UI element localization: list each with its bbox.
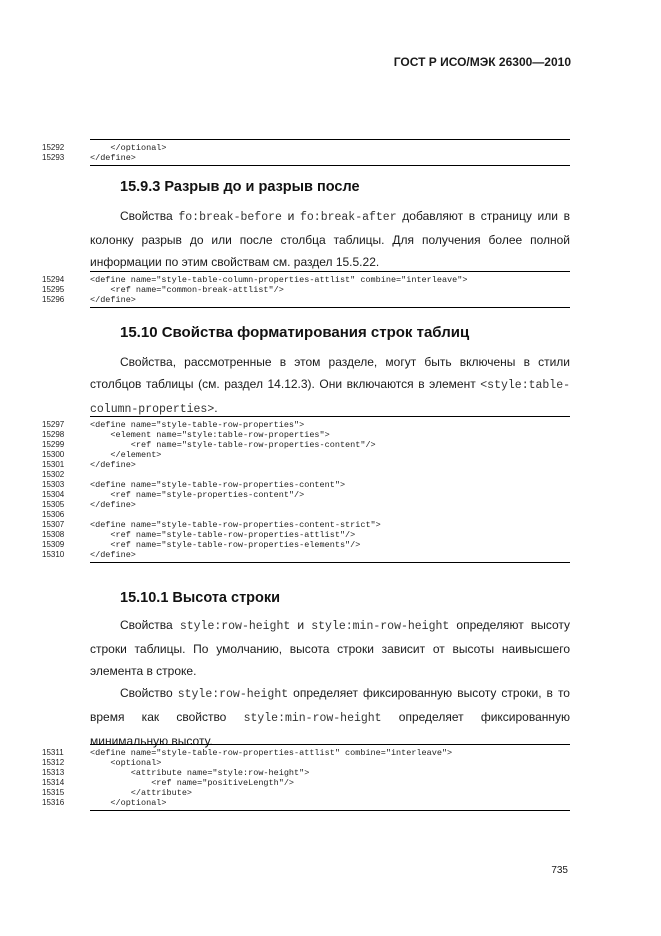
paragraph-row-properties xyxy=(90,351,570,421)
code-inline: style:min-row-height xyxy=(311,620,450,633)
code-text: <ref name="style-table-row-properties-elements"/> xyxy=(90,540,361,550)
line-number: 15316 xyxy=(42,798,65,807)
code-line xyxy=(42,540,570,550)
code-line xyxy=(42,510,570,520)
code-inline: style:min-row-height xyxy=(243,712,382,725)
code-line xyxy=(42,480,570,490)
code-inline: style:row-height xyxy=(179,620,291,633)
line-number: 15294 xyxy=(42,275,65,284)
code-line xyxy=(42,798,570,808)
section-heading-15-9-3: 15.9.3 Разрыв до и разрыв после xyxy=(120,179,360,195)
code-text: <define name="style-table-column-properties-attlist" combine="interleave"> xyxy=(90,275,468,285)
code-text: </attribute> xyxy=(90,788,193,798)
code-text: </define> xyxy=(90,295,136,305)
text: Свойство xyxy=(120,686,178,700)
text: Свойства xyxy=(120,209,179,223)
code-text: </element> xyxy=(90,450,162,460)
text: Свойства, рассмотренные в этом разделе, могут быть включены в стили столбцов таблицы (см. раздел 14.12.3). Они включаются в элемент xyxy=(90,355,570,391)
text: Свойства xyxy=(120,618,180,632)
line-number: 15293 xyxy=(42,153,65,162)
code-line xyxy=(42,143,570,153)
line-number: 15299 xyxy=(42,440,65,449)
code-line xyxy=(42,530,570,540)
code-text: <ref name="style-table-row-properties-content"/> xyxy=(90,440,376,450)
code-line xyxy=(42,420,570,430)
line-number: 15303 xyxy=(42,480,65,489)
code-line xyxy=(42,768,570,778)
text: и xyxy=(281,209,300,223)
line-number: 15304 xyxy=(42,490,65,499)
code-text: <define name="style-table-row-properties-attlist" combine="interleave"> xyxy=(90,748,453,758)
code-text: </define> xyxy=(90,460,136,470)
code-inline: fo:break-before xyxy=(178,211,282,224)
text: добавляют в страницу или в колонку разрыв до или после столбца таблицы. Для получения более полной информации по этим свойствам см. раздел 15.5.22. xyxy=(90,209,571,269)
code-text: <ref name="positiveLength"/> xyxy=(90,778,295,788)
code-block-3 xyxy=(42,416,570,563)
code-line xyxy=(42,470,570,480)
code-text: <define name="style-table-row-properties"> xyxy=(90,420,305,430)
line-number: 15298 xyxy=(42,430,65,439)
line-number: 15311 xyxy=(42,748,64,757)
code-inline: fo:break-after xyxy=(299,211,397,224)
line-number: 15312 xyxy=(42,758,65,767)
code-text: <define name="style-table-row-properties-content-strict"> xyxy=(90,520,381,530)
section-heading-15-10: 15.10 Свойства форматирования строк таблиц xyxy=(120,324,470,341)
code-text: <attribute name="style:row-height"> xyxy=(90,768,310,778)
text: и xyxy=(290,618,312,632)
code-line xyxy=(42,550,570,560)
code-line xyxy=(42,295,570,305)
code-line xyxy=(42,430,570,440)
line-number: 15306 xyxy=(42,510,65,519)
text: . xyxy=(214,401,218,415)
code-text: <ref name="style-properties-content"/> xyxy=(90,490,305,500)
code-inline: style:row-height xyxy=(177,688,289,701)
code-line xyxy=(42,460,570,470)
paragraph-row-height xyxy=(90,614,570,752)
section-heading-15-10-1: 15.10.1 Высота строки xyxy=(120,590,281,606)
code-text: </define> xyxy=(90,153,136,163)
code-block-4 xyxy=(42,744,570,811)
line-number: 15302 xyxy=(42,470,65,479)
code-text: </define> xyxy=(90,500,136,510)
code-text: <element name="style:table-row-properties"> xyxy=(90,430,330,440)
code-line xyxy=(42,500,570,510)
line-number: 15301 xyxy=(42,460,65,469)
code-text: <define name="style-table-row-properties-content"> xyxy=(90,480,346,490)
code-inline: <style:table-column-properties> xyxy=(90,379,570,416)
code-text: <ref name="style-table-row-properties-attlist"/> xyxy=(90,530,356,540)
page-number: 735 xyxy=(551,865,568,876)
code-text: </optional> xyxy=(90,143,167,153)
code-block-1 xyxy=(42,139,570,166)
line-number: 15308 xyxy=(42,530,65,539)
code-text: </optional> xyxy=(90,798,167,808)
code-block-2 xyxy=(42,271,570,308)
line-number: 15314 xyxy=(42,778,65,787)
code-text: <optional> xyxy=(90,758,162,768)
line-number: 15296 xyxy=(42,295,65,304)
code-line xyxy=(42,153,570,163)
code-line xyxy=(42,520,570,530)
code-line xyxy=(42,285,570,295)
line-number: 15309 xyxy=(42,540,65,549)
code-line xyxy=(42,748,570,758)
code-text: </define> xyxy=(90,550,136,560)
line-number: 15292 xyxy=(42,143,65,152)
document-header: ГОСТ Р ИСО/МЭК 26300—2010 xyxy=(393,55,571,69)
code-text: <ref name="common-break-attlist"/> xyxy=(90,285,284,295)
code-line xyxy=(42,275,570,285)
code-line xyxy=(42,440,570,450)
code-line xyxy=(42,490,570,500)
code-line xyxy=(42,450,570,460)
line-number: 15300 xyxy=(42,450,65,459)
line-number: 15315 xyxy=(42,788,65,797)
line-number: 15310 xyxy=(42,550,65,559)
paragraph-break-properties xyxy=(90,205,570,273)
line-number: 15295 xyxy=(42,285,65,294)
text: определяет фиксированную высоту строки, в то время как свойство xyxy=(90,686,570,724)
code-line xyxy=(42,788,570,798)
code-line xyxy=(42,778,570,788)
line-number: 15297 xyxy=(42,420,65,429)
line-number: 15307 xyxy=(42,520,65,529)
code-line xyxy=(42,758,570,768)
line-number: 15305 xyxy=(42,500,65,509)
line-number: 15313 xyxy=(42,768,65,777)
text: определяет фиксированную минимальную высоту. xyxy=(90,710,570,748)
text: определяют высоту строки таблицы. По умолчанию, высота строки зависит от высоты наивысшего элемента в строке. xyxy=(90,618,571,678)
